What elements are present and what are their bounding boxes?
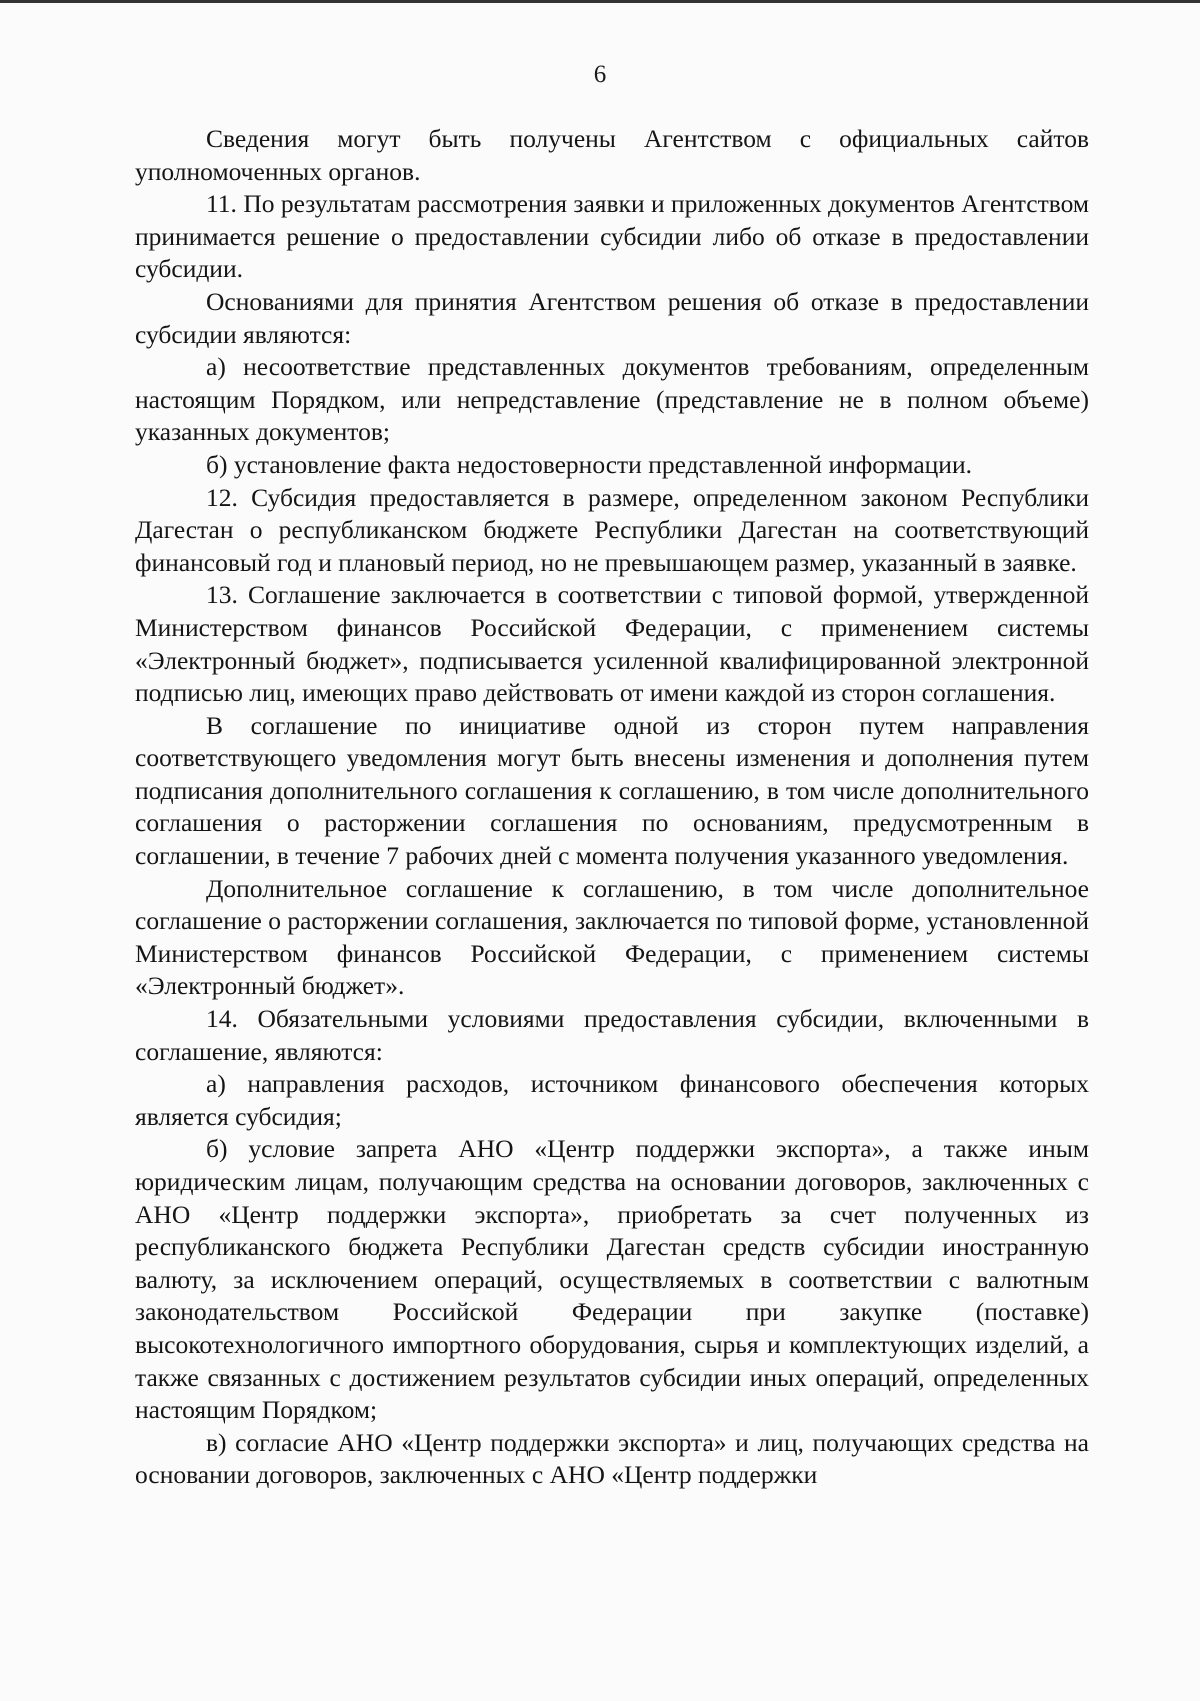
page-number: 6 — [593, 61, 607, 88]
paragraph-item-13: 13. Соглашение заключается в соответствии с типовой формой, утвержденной Министерством финансов Российской Федерации, с применением системы «Электронный бюджет», подписывается усиленной квалифицированной электронной подписью лиц, имеющих право действовать от имени каждой из сторон соглашения. — [135, 580, 1089, 708]
paragraph-amendments: В соглашение по инициативе одной из сторон путем направления соответствующего уведомления могут быть внесены изменения и дополнения путем подписания дополнительного соглашения к соглашению, в том числе дополнительного соглашения о расторжении соглашения по основаниям, предусмотренным в соглашении, в течение 7 рабочих дней с момента получения указанного уведомления. — [135, 710, 1089, 871]
paragraph-item-11: 11. По результатам рассмотрения заявки и приложенных документов Агентством принимается решение о предоставлении субсидии либо об отказе в предоставлении субсидии. — [135, 189, 1089, 284]
paragraph-info-sources: Сведения могут быть получены Агентством с официальных сайтов уполномоченных органов. — [135, 124, 1089, 186]
paragraph-condition-a: а) направления расходов, источником финансового обеспечения которых является субсидия; — [135, 1069, 1089, 1131]
paragraph-condition-b: б) условие запрета АНО «Центр поддержки экспорта», а также иным юридическим лицам, получающим средства на основании договоров, заключенных с АНО «Центр поддержки экспорта», приобретать за счет полученных из республиканского бюджета Республики Дагестан средств субсидии иностранную валюту, за исключением операций, осуществляемых в соответствии с валютным законодательством Российской Федерации при закупке (поставке) высокотехнологичного импортного оборудования, сырья и комплектующих изделий, а также связанных с достижением результатов субсидии иных операций, определенных настоящим Порядком; — [135, 1134, 1089, 1425]
paragraph-additional-agreement: Дополнительное соглашение к соглашению, в том числе дополнительное соглашение о расторжении соглашения, заключается по типовой форме, установленной Министерством финансов Российской Федерации, с применением системы «Электронный бюджет». — [135, 873, 1089, 1001]
paragraph-condition-c: в) согласие АНО «Центр поддержки экспорта» и лиц, получающих средства на основании договоров, заключенных с АНО «Центр поддержки — [135, 1427, 1089, 1490]
paragraph-refusal-a: а) несоответствие представленных документов требованиям, определенным настоящим Порядком, или непредставление (представление не в полном объеме) указанных документов; — [135, 352, 1089, 447]
paragraph-item-12: 12. Субсидия предоставляется в размере, определенном законом Республики Дагестан о республиканском бюджете Республики Дагестан на соответствующий финансовый год и плановый период, но не превышающем размер, указанный в заявке. — [135, 482, 1089, 577]
paragraph-item-14: 14. Обязательными условиями предоставления субсидии, включенными в соглашение, являются: — [135, 1004, 1089, 1066]
paragraph-refusal-b: б) установление факта недостоверности представленной информации. — [206, 449, 972, 479]
paragraph-refusal-grounds: Основаниями для принятия Агентством решения об отказе в предоставлении субсидии являются: — [135, 286, 1089, 349]
document-body — [135, 123, 1089, 1492]
